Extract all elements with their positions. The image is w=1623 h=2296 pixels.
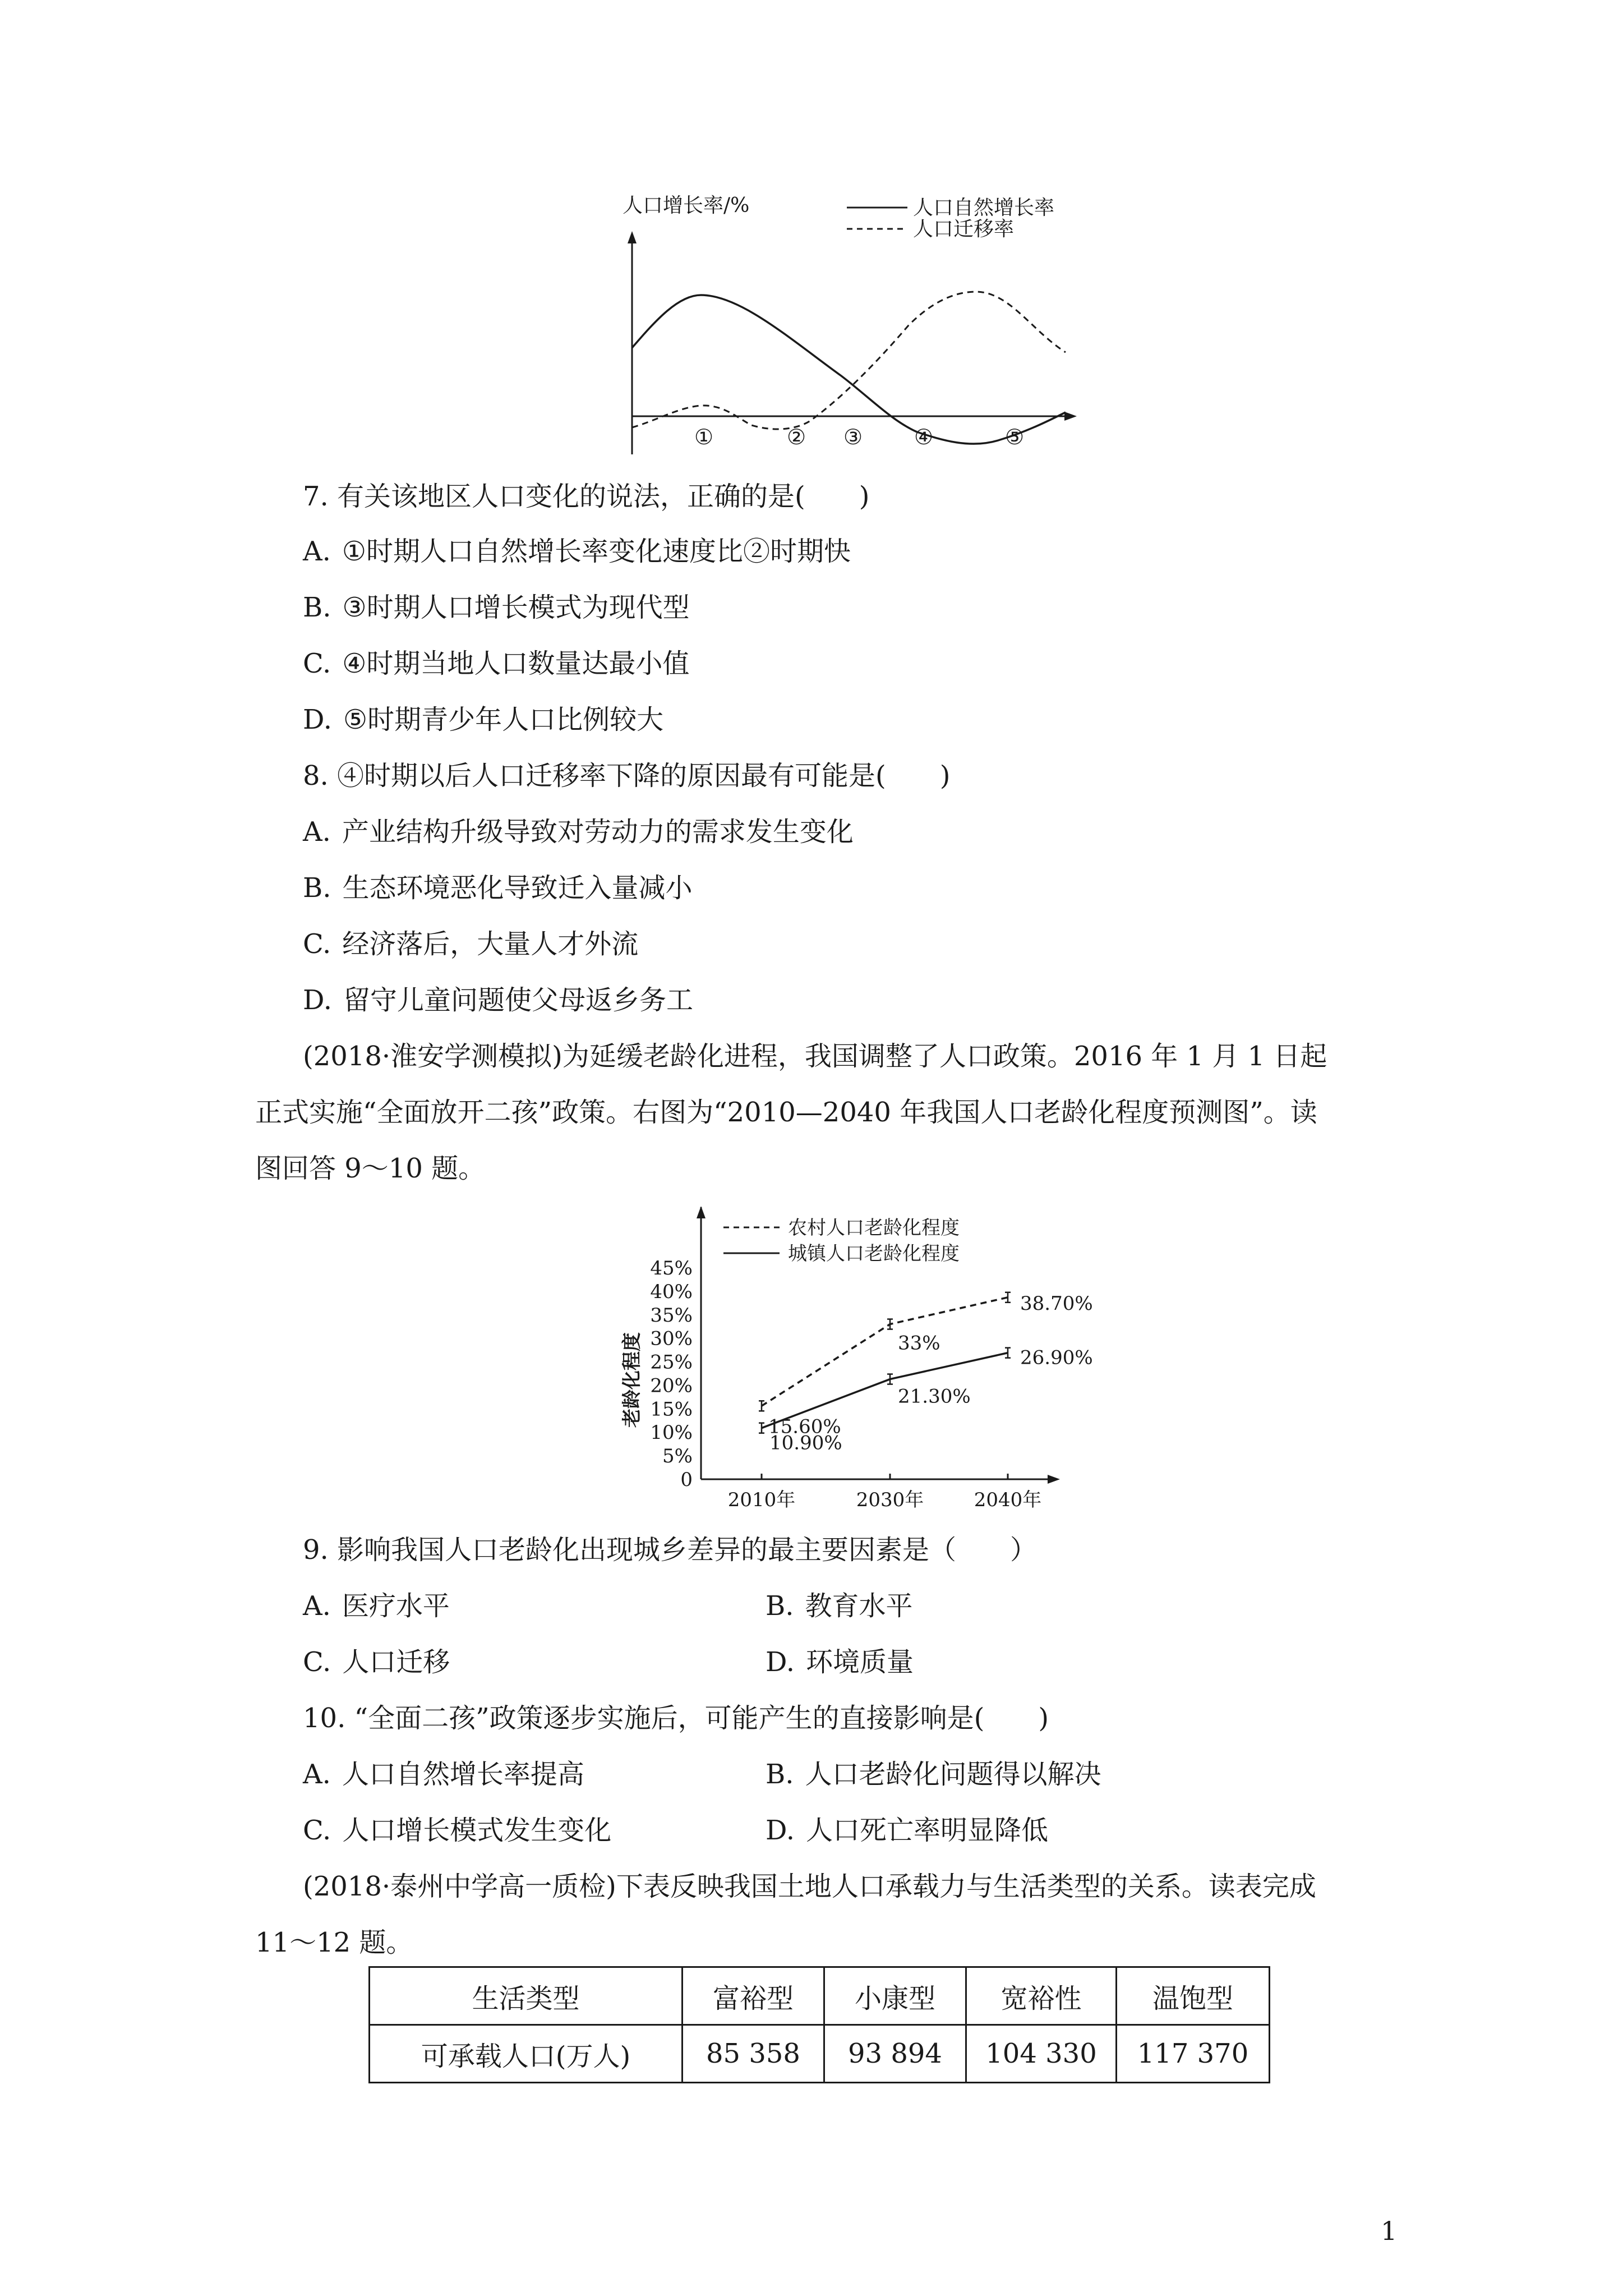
option-letter: B.	[766, 1759, 794, 1790]
question-10-option-d	[766, 1814, 1048, 1847]
chart1-period-label: ④	[914, 425, 934, 449]
chart-aging-forecast	[611, 1206, 1116, 1520]
option-letter: A.	[303, 1590, 331, 1622]
option-text: 医疗水平	[342, 1590, 450, 1622]
question-7-option-b	[303, 591, 690, 624]
option-text: 人口死亡率明显降低	[806, 1815, 1049, 1846]
option-text: 人口增长模式发生变化	[342, 1815, 612, 1846]
chart1-legend-solid-label: 人口自然增长率	[913, 196, 1055, 219]
option-letter: D.	[303, 984, 333, 1016]
intro-paragraph-line: 11～12 题。	[255, 1927, 413, 1958]
chart1-series-migration	[632, 292, 1066, 429]
chart2-data-label: 10.90%	[769, 1432, 842, 1455]
intro-paragraph-line: (2018·淮安学测模拟)为延缓老龄化进程，我国调整了人口政策。2016 年 1 月 1 日起	[303, 1041, 1327, 1072]
chart2-legend-solid-label: 城镇人口老龄化程度	[788, 1243, 960, 1265]
option-letter: A.	[303, 816, 331, 848]
table-cell: 117 370	[1117, 2025, 1270, 2083]
table-header-cell: 小康型	[824, 1967, 966, 2025]
option-letter: A.	[303, 536, 331, 567]
table-header-cell: 温饱型	[1117, 1967, 1270, 2025]
question-7-option-c	[303, 647, 689, 680]
question-9-option-b	[766, 1589, 913, 1623]
table-header-cell: 宽裕性	[966, 1967, 1117, 2025]
chart2-y-tick-label: 0	[680, 1469, 693, 1491]
chart1-period-label: ③	[843, 425, 863, 449]
option-text: 人口老龄化问题得以解决	[805, 1759, 1101, 1790]
question-10-stem: 10. “全面二孩”政策逐步实施后，可能产生的直接影响是( )	[303, 1703, 1049, 1734]
option-text: 产业结构升级导致对劳动力的需求发生变化	[342, 816, 854, 848]
question-10-option-c	[303, 1814, 611, 1847]
table-cell: 可承载人口(万人)	[370, 2025, 683, 2083]
option-text: ④时期当地人口数量达最小值	[342, 648, 690, 679]
chart1-x-axis-arrow	[1064, 412, 1077, 421]
chart-population-growth	[606, 185, 1110, 466]
option-letter: C.	[303, 1815, 331, 1846]
intro-paragraph-line: (2018·泰州中学高一质检)下表反映我国土地人口承载力与生活类型的关系。读表完成	[303, 1871, 1316, 1902]
table-cell: 93 894	[824, 2025, 966, 2083]
option-text: 生态环境恶化导致迁入量减小	[342, 872, 693, 904]
question-8-option-c	[303, 927, 638, 961]
table-cell: 85 358	[683, 2025, 824, 2083]
question-7-stem: 7. 有关该地区人口变化的说法，正确的是( )	[303, 481, 870, 512]
option-letter: B.	[766, 1590, 794, 1622]
chart2-x-tick-label: 2030年	[856, 1489, 924, 1511]
chart1-y-axis-arrow	[628, 231, 637, 243]
chart2-data-label: 15.60%	[768, 1415, 841, 1438]
option-text: 人口自然增长率提高	[342, 1759, 584, 1790]
chart1-series-natural-growth	[632, 295, 1066, 444]
question-8-option-d	[303, 983, 693, 1017]
option-letter: D.	[766, 1646, 795, 1678]
option-text: ③时期人口增长模式为现代型	[342, 592, 690, 623]
table-header-cell: 富裕型	[683, 1967, 824, 2025]
question-8-option-b	[303, 871, 693, 905]
chart1-period-label: ②	[787, 425, 806, 449]
question-9-stem: 9. 影响我国人口老龄化出现城乡差异的最主要因素是（ ）	[303, 1534, 1038, 1566]
chart1-period-label: ⑤	[1005, 425, 1025, 449]
option-letter: A.	[303, 1759, 331, 1790]
question-9-option-a	[303, 1589, 450, 1623]
option-letter: C.	[303, 1646, 331, 1678]
chart2-y-axis-label: 老龄化程度	[621, 1332, 643, 1428]
chart2-y-tick-label: 25%	[650, 1351, 693, 1374]
question-10-option-b	[766, 1757, 1101, 1791]
chart2-series-rural-line	[762, 1297, 1008, 1406]
chart2-legend-dashed-label: 农村人口老龄化程度	[788, 1217, 960, 1239]
option-text: 留守儿童问题使父母返乡务工	[343, 984, 694, 1016]
population-capacity-table	[368, 1966, 1270, 2083]
chart2-x-tick-label: 2010年	[727, 1489, 796, 1511]
table-header-row	[370, 1967, 1270, 2025]
chart2-data-label: 33%	[898, 1332, 940, 1355]
chart1-y-axis-label: 人口增长率/%	[623, 194, 750, 217]
chart2-x-axis-arrow	[1048, 1475, 1060, 1484]
question-7-option-a	[303, 535, 851, 568]
chart2-y-tick-label: 45%	[650, 1257, 693, 1280]
chart1-period-label: ①	[694, 425, 714, 449]
chart2-y-axis-arrow	[697, 1206, 706, 1218]
table-header-cell: 生活类型	[370, 1967, 683, 2025]
table-cell: 104 330	[966, 2025, 1117, 2083]
question-9-option-c	[303, 1645, 450, 1679]
option-letter: D.	[766, 1815, 795, 1846]
option-letter: D.	[303, 704, 333, 735]
question-9-option-d	[766, 1645, 914, 1679]
chart2-data-label: 21.30%	[898, 1385, 971, 1408]
chart2-x-tick-label: 2040年	[974, 1489, 1042, 1511]
chart2-y-tick-label: 5%	[662, 1445, 693, 1468]
intro-paragraph-line: 图回答 9～10 题。	[255, 1153, 486, 1184]
option-text: 人口迁移	[342, 1646, 450, 1678]
question-8-stem: 8. ④时期以后人口迁移率下降的原因最有可能是( )	[303, 760, 951, 792]
chart1-legend-dashed-label: 人口迁移率	[913, 218, 1015, 241]
chart2-y-tick-label: 20%	[650, 1374, 693, 1397]
option-letter: C.	[303, 928, 331, 960]
question-8-option-a	[303, 815, 854, 849]
chart2-y-tick-label: 10%	[650, 1421, 693, 1444]
intro-paragraph-line: 正式实施“全面放开二孩”政策。右图为“2010—2040 年我国人口老龄化程度预测图”。读	[255, 1097, 1317, 1128]
page-number: 1	[1381, 2216, 1398, 2246]
option-text: ⑤时期青少年人口比例较大	[343, 704, 664, 735]
chart2-data-label: 26.90%	[1020, 1346, 1093, 1369]
option-text: 教育水平	[805, 1590, 913, 1622]
option-letter: B.	[303, 872, 331, 904]
option-letter: C.	[303, 648, 331, 679]
table-row	[370, 2025, 1270, 2083]
option-text: 环境质量	[806, 1646, 914, 1678]
question-10-option-a	[303, 1757, 584, 1791]
chart2-y-tick-label: 15%	[650, 1398, 693, 1421]
option-text: 经济落后，大量人才外流	[342, 928, 639, 960]
chart2-data-label: 38.70%	[1020, 1292, 1093, 1315]
chart2-y-tick-label: 40%	[650, 1280, 693, 1303]
question-7-option-d	[303, 703, 663, 737]
chart2-y-tick-label: 30%	[650, 1327, 693, 1350]
option-letter: B.	[303, 592, 331, 623]
option-text: ①时期人口自然增长率变化速度比②时期快	[342, 536, 851, 567]
chart2-y-tick-label: 35%	[650, 1304, 693, 1327]
